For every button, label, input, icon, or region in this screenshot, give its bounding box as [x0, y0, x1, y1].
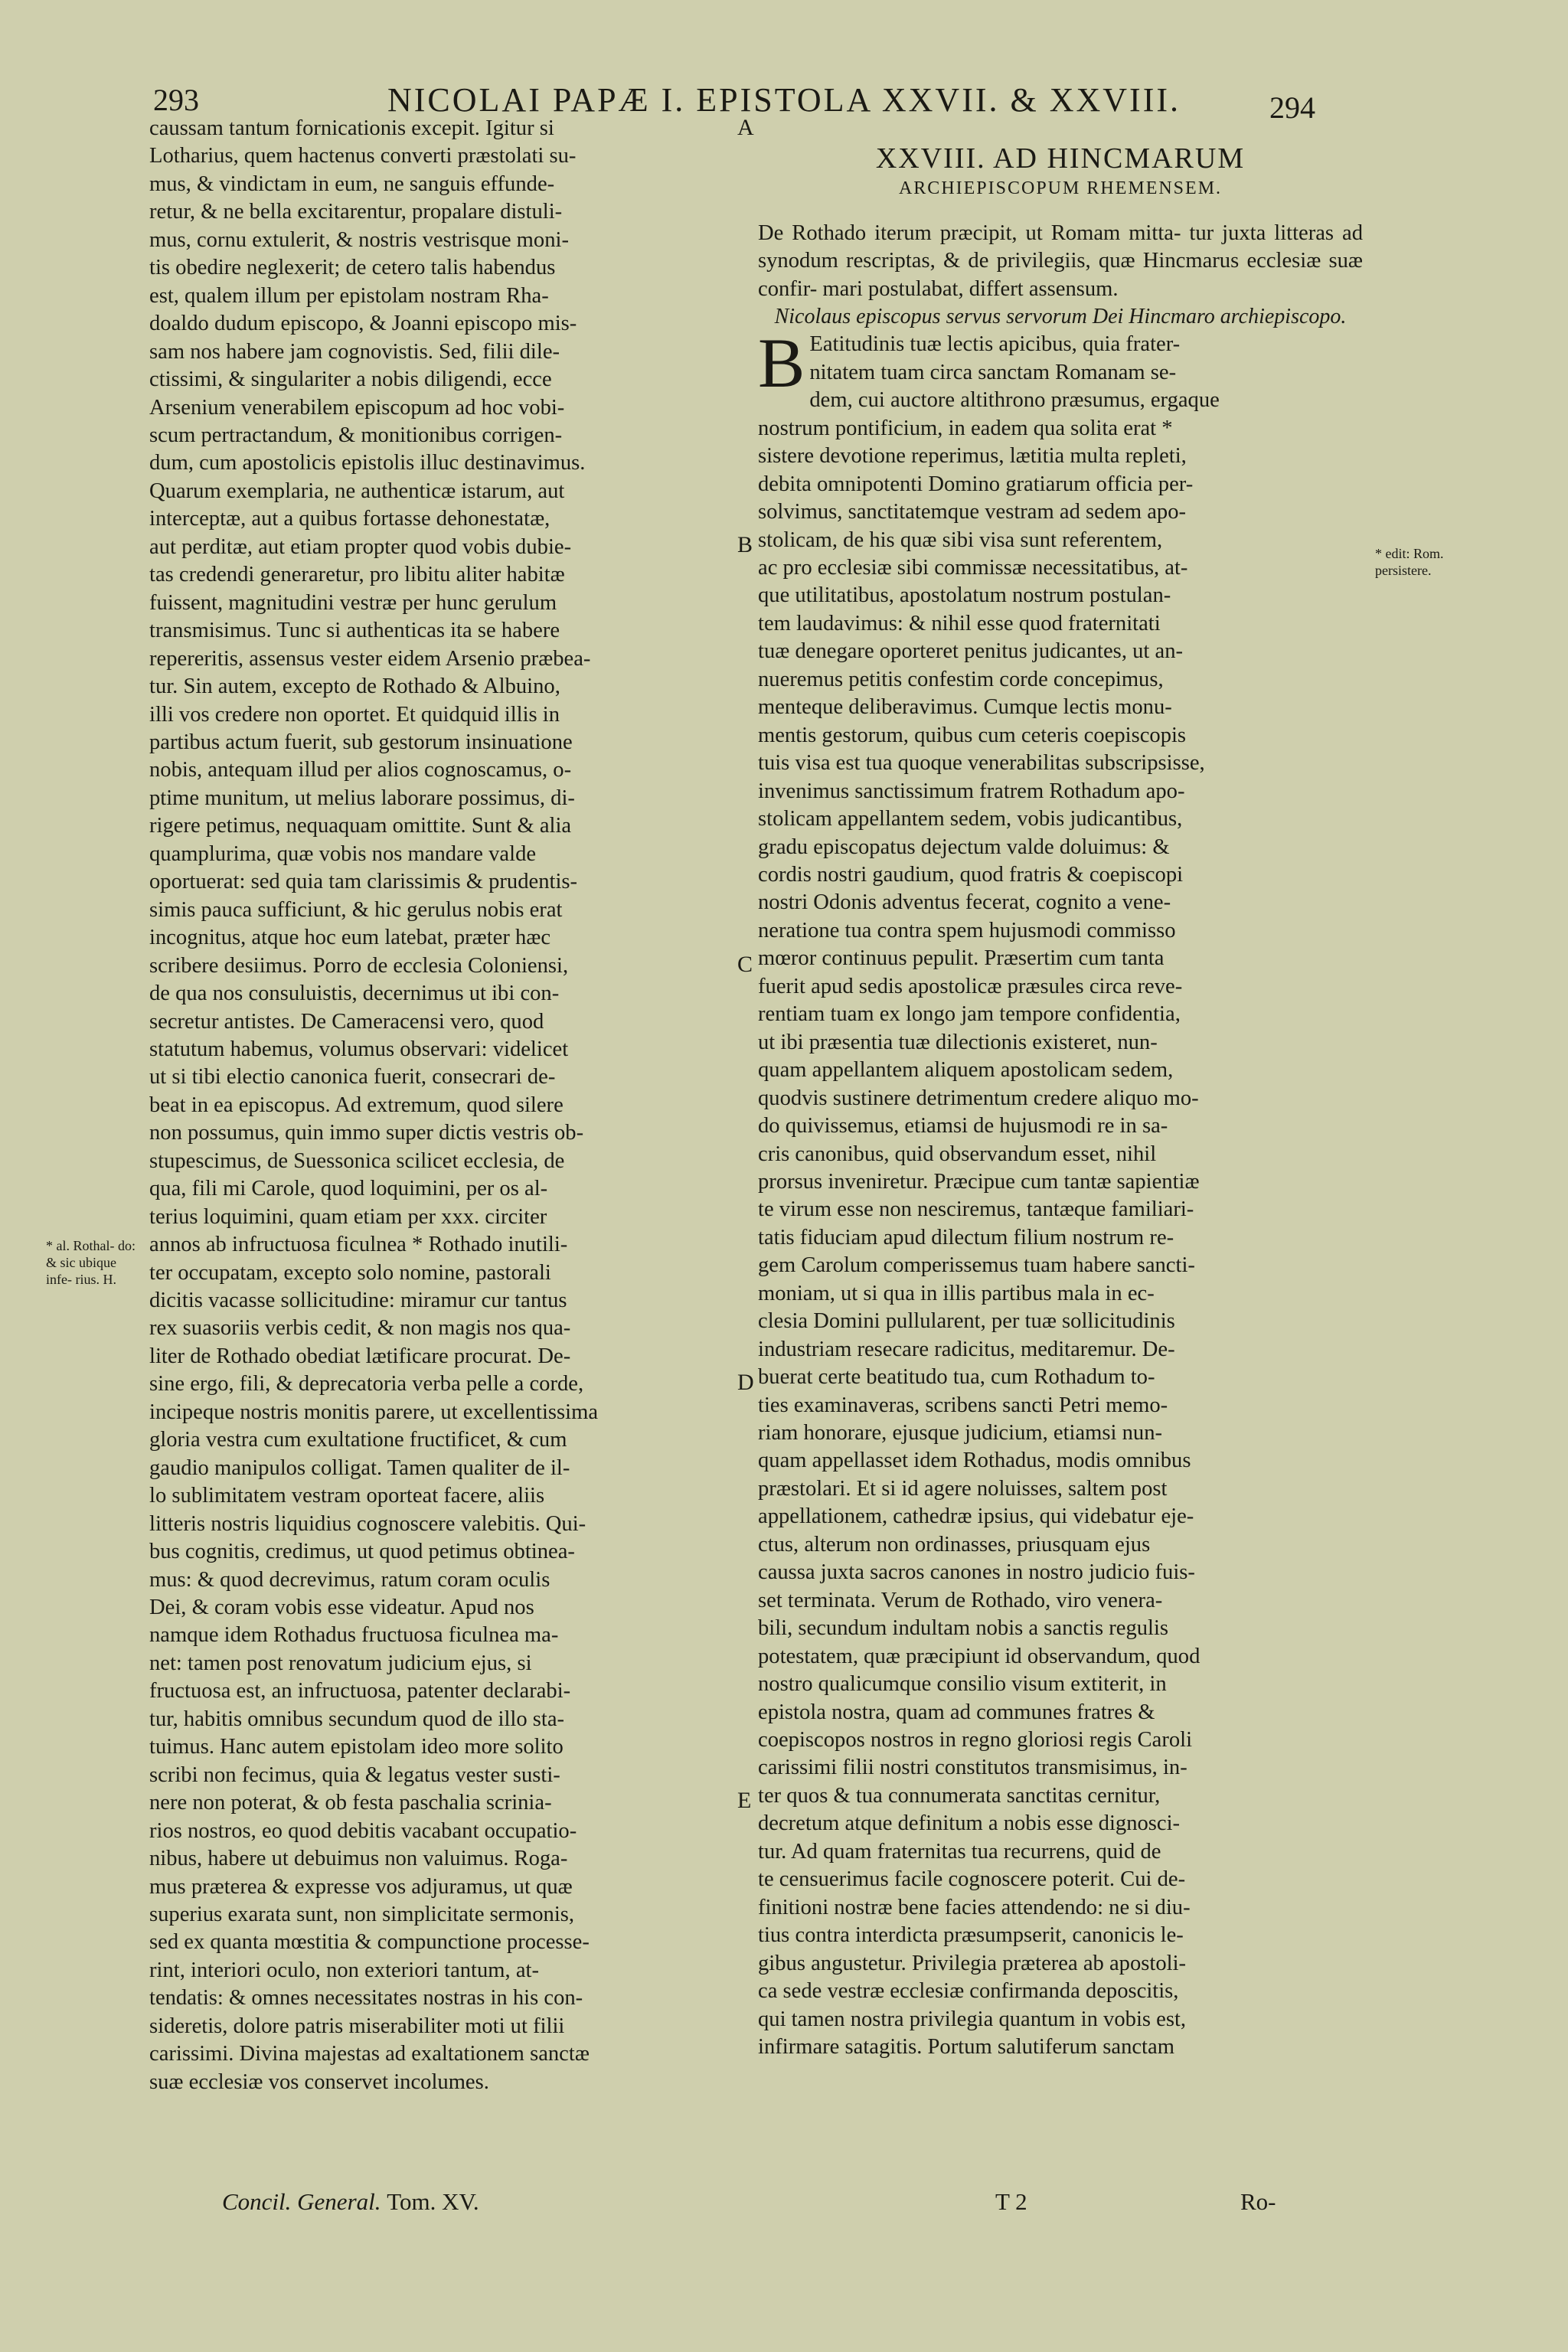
text-line: nostrum pontificium, in eadem qua solita erat *	[758, 416, 1173, 440]
catchword: Ro-	[1240, 2188, 1276, 2215]
text-line: tur. Ad quam fraternitas tua recurrens, quid de	[758, 1839, 1161, 1864]
text-line: tendatis: & omnes necessitates nostras in his con-	[149, 1986, 583, 2011]
text-line: scum pertractandum, & monitionibus corrigen-	[149, 423, 563, 447]
text-line: riam honorare, ejusque judicium, etiamsi nun-	[758, 1421, 1163, 1446]
text-line: ctus, alterum non ordinasses, priusquam ejus	[758, 1532, 1151, 1557]
text-line: moniam, ut si qua in illis partibus mala in ec-	[758, 1281, 1155, 1305]
drop-cap: B	[758, 324, 805, 403]
text-line: illi vos credere non oportet. Et quidquid illis in	[149, 702, 560, 727]
text-line: transmisimus. Tunc si authenticas ita se habere	[149, 619, 560, 643]
text-line: repereritis, assensus vester eidem Arsenio præbea-	[149, 646, 591, 671]
text-line: carissimi. Divina majestas ad exaltationem sanctæ	[149, 2042, 590, 2066]
text-line: ut si tibi electio canonica fuerit, consecrari de-	[149, 1065, 556, 1089]
text-line: annos ab infructuosa ficulnea * Rothado inutili-	[149, 1233, 568, 1257]
text-line: ptime munitum, ut melius laborare possimus, di-	[149, 786, 575, 810]
margin-note-right: * edit: Rom. persistere.	[1375, 546, 1444, 578]
left-column	[149, 115, 746, 2096]
page-number-right: 294	[1269, 90, 1315, 125]
text-line: invenimus sanctissimum fratrem Rothadum apo-	[758, 779, 1185, 803]
text-line: ter quos & tua connumerata sanctitas cernitur,	[758, 1783, 1161, 1808]
text-line: mus, & vindictam in eum, ne sanguis effunde-	[149, 172, 555, 196]
text-line: nitatem tuam circa sanctam Romanam se-	[809, 360, 1177, 384]
text-line: prorsus inveniretur. Præcipue cum tantæ sapientiæ	[758, 1169, 1200, 1194]
text-line: Lotharius, quem hactenus converti præstolati su-	[149, 144, 577, 168]
text-line: quam appellasset idem Rothadus, modis omnibus	[758, 1449, 1191, 1473]
margin-note-left: * al. Rothal- do: & sic ubique infe- rius. H.	[46, 1238, 136, 1287]
text-line: bili, secundum indultam nobis a sanctis regulis	[758, 1616, 1169, 1641]
text-line: debita omnipotenti Domino gratiarum officia per-	[758, 472, 1194, 496]
text-line: te censuerimus facile cognoscere poterit. Cui de-	[758, 1867, 1186, 1892]
text-line: nueremus petitis confestim corde concepimus,	[758, 667, 1164, 691]
text-line: menteque deliberavimus. Cumque lectis monu-	[758, 695, 1172, 720]
text-line: solvimus, sanctitatemque vestram ad sedem apo-	[758, 500, 1187, 524]
text-line: do quivissemus, etiamsi de hujusmodi re in sa-	[758, 1114, 1168, 1138]
text-line: nostro qualicumque consilio visum extiterit, in	[758, 1672, 1167, 1697]
text-line: nobis, antequam illud per alios cognoscamus, o-	[149, 758, 572, 782]
salutation: Nicolaus episcopus servus servorum Dei Hincmaro archiepiscopo.	[774, 305, 1347, 329]
text-line: cris canonibus, quid observandum esset, nihil	[758, 1142, 1157, 1166]
text-line: tuis visa est tua quoque venerabilitas subscripsisse,	[758, 751, 1205, 776]
text-line: quam appellantem aliquem apostolicam sedem,	[758, 1058, 1174, 1083]
section-letter-c: C	[737, 952, 753, 977]
text-line: infirmare satagitis. Portum salutiferum sanctam	[758, 2035, 1174, 2059]
text-line: est, qualem illum per epistolam nostram Rha-	[149, 283, 549, 308]
text-line: mus: & quod decrevimus, ratum coram oculis	[149, 1567, 550, 1592]
text-line: incipeque nostris monitis parere, ut excellentissima	[149, 1400, 599, 1424]
text-line: tas credendi generaretur, pro libitu aliter habitæ	[149, 563, 565, 587]
text-line: statutum habemus, volumus observari: videlicet	[149, 1037, 569, 1061]
text-line: scribere desiimus. Porro de ecclesia Coloniensi,	[149, 953, 569, 978]
text-line: sistere devotione reperimus, lætitia multa repleti,	[758, 444, 1187, 469]
text-line: ties examinaveras, scribens sancti Petri memo-	[758, 1393, 1168, 1417]
text-line: tur, habitis omnibus secundum quod de illo sta-	[149, 1707, 565, 1731]
text-line: clesia Domini pullularent, per tuæ sollicitudinis	[758, 1309, 1175, 1334]
text-line: gaudio manipulos colligat. Tamen qualiter de il-	[149, 1455, 570, 1480]
text-line: rentiam tuam ex longo jam tempore confidentia,	[758, 1002, 1181, 1027]
letter-heading: XXVIII. AD HINCMARUM	[875, 142, 1246, 175]
text-line: potestatem, quæ præcipiunt id observandum, quod	[758, 1644, 1200, 1668]
text-line: suæ ecclesiæ vos conservet incolumes.	[149, 2069, 489, 2094]
text-line: gloria vestra cum exultatione fructificet, & cum	[149, 1428, 567, 1452]
text-line: qui tamen nostra privilegia quantum in vobis est,	[758, 2007, 1187, 2031]
section-letter-d: D	[737, 1370, 754, 1395]
text-line: coepiscopos nostros in regno gloriosi regis Caroli	[758, 1728, 1193, 1753]
text-line: sideretis, dolore patris miserabiliter moti ut filii	[149, 2014, 565, 2038]
text-line: tuimus. Hanc autem epistolam ideo more solito	[149, 1735, 564, 1759]
text-line: dum, cum apostolicis epistolis illuc destinavimus.	[149, 451, 586, 475]
page-footer	[0, 2188, 1568, 2226]
text-line: net: tamen post renovatum judicium ejus, si	[149, 1651, 532, 1675]
text-line: ctissimi, & singulariter a nobis diligendi, ecce	[149, 368, 552, 392]
text-line: Arsenium venerabilem episcopum ad hoc vobi-	[149, 395, 565, 420]
text-line: rios nostros, eo quod debitis vacabant occupatio-	[149, 1818, 577, 1843]
text-line: decretum atque definitum a nobis esse dignosci-	[758, 1811, 1181, 1836]
text-line: secretur antistes. De Cameracensi vero, quod	[149, 1009, 544, 1034]
text-line: stupescimus, de Suessonica scilicet ecclesia, de	[149, 1148, 565, 1173]
text-line: mus præterea & expresse vos adjuramus, ut quæ	[149, 1874, 573, 1899]
text-line: bus cognitis, credimus, ut quod petimus obtinea-	[149, 1540, 575, 1564]
text-line: quodvis sustinere detrimentum credere aliquo mo-	[758, 1086, 1199, 1110]
text-line: mœror continuus pepulit. Præsertim cum tanta	[758, 946, 1165, 971]
text-line: tur. Sin autem, excepto de Rothado & Albuino,	[149, 675, 560, 699]
letter-summary: De Rothado iterum præcipit, ut Romam mitta- tur juxta litteras ad synodum rescriptas, & de privilegiis, quæ Hincmarus ecclesiæ suæ confir- mari postulabat, differt assensum.	[758, 221, 1363, 301]
section-letter-b: B	[737, 532, 753, 557]
text-line: lo sublimitatem vestram oporteat facere, aliis	[149, 1484, 545, 1508]
text-line: præstolari. Et si id agere noluisses, saltem post	[758, 1476, 1168, 1501]
text-line: dicitis vacasse sollicitudine: miramur cur tantus	[149, 1289, 567, 1313]
text-line: buerat certe beatitudo tua, cum Rothadum to-	[758, 1365, 1155, 1390]
text-line: Quarum exemplaria, ne authenticæ istarum, aut	[149, 479, 565, 503]
text-line: Eatitudinis tuæ lectis apicibus, quia frater-	[809, 332, 1181, 357]
footer-title: Concil. General. Tom. XV.	[222, 2188, 479, 2215]
text-line: Dei, & coram vobis esse videatur. Apud nos	[149, 1596, 534, 1620]
text-line: aut perditæ, aut etiam propter quod vobis dubie-	[149, 534, 572, 559]
section-letter-e: E	[737, 1788, 752, 1813]
text-line: non possumus, quin immo super dictis vestris ob-	[149, 1121, 584, 1145]
text-line: namque idem Rothadus fructuosa ficulnea ma-	[149, 1623, 559, 1648]
text-line: carissimi filii nostri constitutos transmisimus, in-	[758, 1756, 1187, 1780]
signature-mark: T 2	[995, 2188, 1027, 2215]
text-line: superius exarata sunt, non simplicitate sermonis,	[149, 1903, 575, 1926]
page-number-left: 293	[153, 83, 199, 117]
text-line: fuissent, magnitudini vestræ per hunc gerulum	[149, 590, 557, 615]
text-line: fructuosa est, an infructuosa, patenter declarabi-	[149, 1679, 571, 1704]
text-line: caussa juxta sacros canones in nostro judicio fuis-	[758, 1560, 1195, 1585]
text-line: ter occupatam, excepto solo nomine, pastorali	[149, 1260, 551, 1285]
right-column	[758, 142, 1363, 2061]
text-line: gibus angustetur. Privilegia præterea ab apostoli-	[758, 1951, 1187, 1975]
text-line: mus, cornu extulerit, & nostris vestrisque moni-	[149, 227, 569, 252]
text-line: scribi non fecimus, quia & legatus vester susti-	[149, 1762, 560, 1787]
text-line: sam nos habere jam cognovistis. Sed, filii dile-	[149, 339, 560, 364]
text-line: ut ibi præsentia tuæ dilectionis existeret, nun-	[758, 1030, 1158, 1054]
text-line: appellationem, cathedræ ipsius, qui videbatur eje-	[758, 1504, 1194, 1529]
text-line: quamplurima, quæ vobis nos mandare valde	[149, 841, 537, 866]
text-line: ca sede vestræ ecclesiæ confirmanda deposcitis,	[758, 1979, 1179, 2004]
text-line: tis obedire neglexerit; de cetero talis habendus	[149, 256, 556, 280]
text-line: terius loquimini, quam etiam per xxx. circiter	[149, 1204, 547, 1229]
text-line: tius contra interdicta præsumpserit, canonicis le-	[758, 1923, 1184, 1948]
text-line: tuæ denegare oporteret penitus judicantes, ut an-	[758, 639, 1184, 664]
letter-subheading: ARCHIEPISCOPUM RHEMENSEM.	[898, 178, 1223, 198]
text-line: te virum esse non nesciremus, tantæque familiari-	[758, 1197, 1194, 1222]
text-line: litteris nostris liquidius cognoscere valebitis. Qui-	[149, 1511, 586, 1536]
text-line: nere non poterat, & ob festa paschalia scrinia-	[149, 1791, 552, 1815]
text-line: partibus actum fuerit, sub gestorum insinuatione	[149, 730, 573, 754]
text-line: mentis gestorum, quibus cum ceteris coepiscopis	[758, 723, 1187, 747]
text-line: tatis fiduciam apud dilectum filium nostrum re-	[758, 1225, 1174, 1250]
text-line: oportuerat: sed quia tam clarissimis & prudentis-	[149, 870, 578, 894]
text-line: dem, cui auctore altithrono præsumus, ergaque	[809, 388, 1220, 413]
text-line: gradu episcopatus dejectum valde doluimus: &	[758, 835, 1170, 859]
text-line: epistola nostra, quam ad communes fratres &	[758, 1700, 1155, 1724]
running-title: NICOLAI PAPÆ I. EPISTOLA XXVII. & XXVIII.	[387, 81, 1181, 119]
text-line: que utilitatibus, apostolatum nostrum postulan-	[758, 583, 1171, 608]
text-line: rint, interiori oculo, non exteriori tantum, at-	[149, 1958, 539, 1982]
text-line: set terminata. Verum de Rothado, viro venera-	[758, 1588, 1163, 1612]
text-line: de qua nos consuluistis, decernimus ut ibi con-	[149, 982, 560, 1006]
text-line: incognitus, atque hoc eum latebat, præter hæc	[149, 926, 551, 950]
text-line: gem Carolum comperissemus tuam habere sancti-	[758, 1253, 1195, 1278]
text-line: liter de Rothado obediat lætificare procurat. De-	[149, 1344, 571, 1368]
text-line: rex suasoriis verbis cedit, & non magis nos qua-	[149, 1316, 571, 1341]
text-line: stolicam, de his quæ sibi visa sunt referentem,	[758, 528, 1163, 552]
text-line: beat in ea episcopus. Ad extremum, quod silere	[149, 1093, 564, 1117]
text-line: finitioni nostræ bene facies attendendo: ne si diu-	[758, 1895, 1191, 1919]
text-line: doaldo dudum episcopo, & Joanni episcopo mis-	[149, 312, 577, 336]
text-line: sine ergo, fili, & deprecatoria verba pelle a corde,	[149, 1372, 584, 1396]
text-line: cordis nostri gaudium, quod fratris & coepiscopi	[758, 862, 1184, 887]
text-line: fuerit apud sedis apostolicæ præsules circa reve-	[758, 974, 1183, 998]
section-letter-a: A	[737, 115, 754, 140]
text-line: industriam resecare radicitus, meditaremur. De-	[758, 1337, 1175, 1361]
text-line: tem laudavimus: & nihil esse quod fraternitati	[758, 611, 1161, 635]
text-line: simis pauca sufficiunt, & hic gerulus nobis erat	[149, 897, 563, 922]
text-line: qua, fili mi Carole, quod loquimini, per os al-	[149, 1177, 548, 1201]
text-line: sed ex quanta mœstitia & compunctione processe-	[149, 1930, 590, 1955]
text-line: stolicam appellantem sedem, vobis judicantibus,	[758, 807, 1183, 831]
text-line: interceptæ, aut a quibus fortasse dehonestatæ,	[149, 507, 550, 531]
text-line: nibus, habere ut debuimus non valuimus. Roga-	[149, 1847, 568, 1871]
text-line: retur, & ne bella excitarentur, propalare distuli-	[149, 200, 563, 224]
text-line: rigere petimus, nequaquam omittite. Sunt & alia	[149, 814, 572, 838]
text-line: ac pro ecclesiæ sibi commissæ necessitatibus, at-	[758, 555, 1188, 580]
text-line: neratione tua contra spem hujusmodi commisso	[758, 918, 1176, 942]
text-line: nostri Odonis adventus fecerat, cognito a vene-	[758, 890, 1171, 915]
letter-body	[758, 324, 1363, 2061]
text-line: caussam tantum fornicationis excepit. Igitur si	[149, 116, 554, 140]
